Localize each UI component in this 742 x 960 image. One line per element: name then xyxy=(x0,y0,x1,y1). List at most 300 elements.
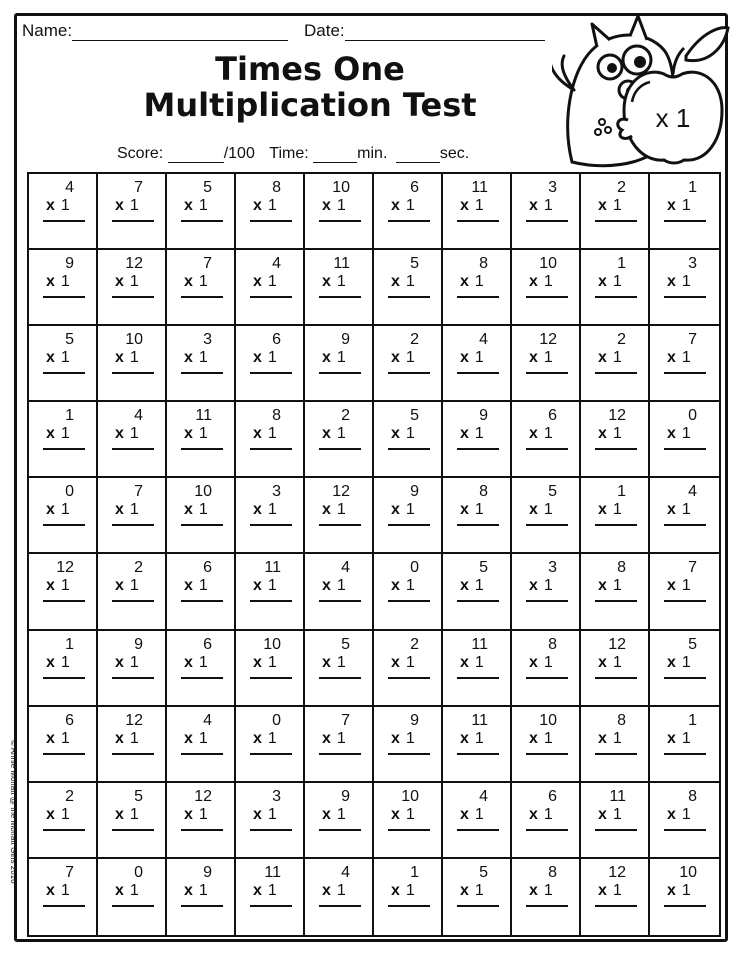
problem-cell[interactable] xyxy=(512,250,581,326)
problem-cell[interactable] xyxy=(374,174,443,250)
multiplier-number: 1 xyxy=(60,349,70,367)
answer-line[interactable] xyxy=(319,296,361,298)
problem-cell[interactable] xyxy=(305,174,374,250)
problem-cell[interactable] xyxy=(650,859,719,935)
multiplier-number: 1 xyxy=(612,273,622,291)
answer-line[interactable] xyxy=(388,829,430,831)
problem-cell[interactable] xyxy=(29,402,98,478)
multiplier-number: 1 xyxy=(198,197,208,214)
answer-line[interactable] xyxy=(181,448,223,450)
answer-line[interactable] xyxy=(112,677,154,679)
answer-line[interactable] xyxy=(526,372,568,374)
problem-top-number: 0 xyxy=(688,407,697,425)
problem-cell[interactable] xyxy=(98,783,167,859)
date-field[interactable] xyxy=(304,21,545,41)
problem-multiplier-row xyxy=(598,806,622,824)
answer-line[interactable] xyxy=(43,905,85,907)
problem-cell[interactable] xyxy=(98,402,167,478)
problem-cell[interactable] xyxy=(305,707,374,783)
answer-line[interactable] xyxy=(457,524,499,526)
answer-line[interactable] xyxy=(112,296,154,298)
answer-line[interactable] xyxy=(457,829,499,831)
answer-line[interactable] xyxy=(664,753,706,755)
answer-line[interactable] xyxy=(112,829,154,831)
problem-multiplier-row xyxy=(391,425,415,443)
problem-cell[interactable] xyxy=(98,859,167,935)
answer-line[interactable] xyxy=(457,372,499,374)
problem-cell[interactable] xyxy=(236,783,305,859)
multiplier-number: 1 xyxy=(405,501,415,519)
problem-cell[interactable] xyxy=(236,554,305,630)
problem-cell[interactable] xyxy=(305,859,374,935)
answer-line[interactable] xyxy=(388,296,430,298)
problem-cell[interactable] xyxy=(305,554,374,630)
answer-line[interactable] xyxy=(112,524,154,526)
multiply-symbol: x xyxy=(253,425,262,443)
multiply-symbol: x xyxy=(322,881,331,899)
problem-cell[interactable] xyxy=(167,326,236,402)
answer-line[interactable] xyxy=(664,905,706,907)
problem-cell[interactable] xyxy=(650,174,719,250)
answer-line[interactable] xyxy=(457,220,499,222)
date-line[interactable] xyxy=(345,22,545,41)
problem-cell[interactable] xyxy=(167,631,236,707)
multiplier-number: 1 xyxy=(267,881,277,899)
answer-line[interactable] xyxy=(457,905,499,907)
problem-multiplier-row xyxy=(598,501,622,519)
answer-line[interactable] xyxy=(319,220,361,222)
multiplier-number: 1 xyxy=(60,577,70,595)
problem-multiplier-row xyxy=(667,197,691,215)
problem-cell[interactable] xyxy=(443,402,512,478)
answer-line[interactable] xyxy=(664,600,706,602)
problem-cell[interactable] xyxy=(374,783,443,859)
problem-multiplier-row xyxy=(46,273,70,291)
problem-cell[interactable] xyxy=(167,707,236,783)
answer-line[interactable] xyxy=(526,829,568,831)
answer-line[interactable] xyxy=(112,753,154,755)
problem-cell[interactable] xyxy=(374,402,443,478)
problem-cell[interactable] xyxy=(167,402,236,478)
problem-multiplier-row xyxy=(391,197,415,215)
answer-line[interactable] xyxy=(526,677,568,679)
problem-cell[interactable] xyxy=(650,478,719,554)
problem-multiplier-row xyxy=(460,882,484,900)
problem-cell[interactable] xyxy=(29,707,98,783)
problem-cell[interactable] xyxy=(305,402,374,478)
answer-line[interactable] xyxy=(319,677,361,679)
multiplier-number: 1 xyxy=(336,349,346,367)
problem-cell[interactable] xyxy=(236,326,305,402)
problem-multiplier-row xyxy=(46,197,70,215)
problem-cell[interactable] xyxy=(29,326,98,402)
multiplier-number: 1 xyxy=(198,501,208,519)
answer-line[interactable] xyxy=(664,220,706,222)
problem-multiplier-row xyxy=(322,273,346,291)
problem-cell[interactable] xyxy=(29,174,98,250)
answer-line[interactable] xyxy=(250,448,292,450)
problem-multiplier-row xyxy=(667,349,691,367)
multiplier-number: 1 xyxy=(543,805,553,823)
problem-top-number: 4 xyxy=(479,787,488,805)
problem-cell[interactable] xyxy=(512,631,581,707)
multiplier-number: 1 xyxy=(612,425,622,443)
answer-line[interactable] xyxy=(664,829,706,831)
multiplier-number: 1 xyxy=(543,653,553,671)
problem-cell[interactable] xyxy=(305,326,374,402)
problem-cell[interactable] xyxy=(443,174,512,250)
multiply-symbol: x xyxy=(460,729,469,747)
problem-cell[interactable] xyxy=(650,707,719,783)
problem-top-number: 3 xyxy=(548,179,557,196)
multiply-symbol: x xyxy=(115,653,124,671)
problem-top-number: 10 xyxy=(332,179,350,196)
answer-line[interactable] xyxy=(457,448,499,450)
problem-multiplier-row xyxy=(529,425,553,443)
multiply-symbol: x xyxy=(322,577,331,595)
problem-multiplier-row xyxy=(529,273,553,291)
answer-line[interactable] xyxy=(319,524,361,526)
answer-line[interactable] xyxy=(43,372,85,374)
problem-cell[interactable] xyxy=(650,250,719,326)
answer-line[interactable] xyxy=(181,753,223,755)
answer-line[interactable] xyxy=(457,677,499,679)
problem-cell[interactable] xyxy=(305,478,374,554)
answer-line[interactable] xyxy=(250,677,292,679)
problem-cell[interactable] xyxy=(512,859,581,935)
answer-line[interactable] xyxy=(388,524,430,526)
problem-cell[interactable] xyxy=(443,631,512,707)
answer-line[interactable] xyxy=(43,753,85,755)
problem-cell[interactable] xyxy=(305,783,374,859)
problem-cell[interactable] xyxy=(650,631,719,707)
problem-top-number: 7 xyxy=(65,863,74,881)
answer-line[interactable] xyxy=(319,448,361,450)
answer-line[interactable] xyxy=(181,677,223,679)
answer-line[interactable] xyxy=(250,220,292,222)
answer-line[interactable] xyxy=(250,524,292,526)
problem-cell[interactable] xyxy=(443,859,512,935)
answer-line[interactable] xyxy=(595,829,637,831)
sec-blank[interactable] xyxy=(396,148,440,163)
answer-line[interactable] xyxy=(181,829,223,831)
problem-top-number: 11 xyxy=(264,863,281,881)
answer-line[interactable] xyxy=(664,677,706,679)
multiply-symbol: x xyxy=(598,805,607,823)
problem-cell[interactable] xyxy=(374,859,443,935)
problem-cell[interactable] xyxy=(650,783,719,859)
answer-line[interactable] xyxy=(526,524,568,526)
problem-multiplier-row xyxy=(529,197,553,215)
problem-cell[interactable] xyxy=(581,478,650,554)
problem-cell[interactable] xyxy=(374,478,443,554)
problem-cell[interactable] xyxy=(236,707,305,783)
multiply-symbol: x xyxy=(529,349,538,367)
problem-cell[interactable] xyxy=(305,250,374,326)
score-blank[interactable] xyxy=(168,148,224,163)
answer-line[interactable] xyxy=(43,829,85,831)
answer-line[interactable] xyxy=(319,372,361,374)
problem-cell[interactable] xyxy=(236,859,305,935)
multiplier-number: 1 xyxy=(681,425,691,443)
problem-cell[interactable] xyxy=(374,554,443,630)
answer-line[interactable] xyxy=(181,600,223,602)
problem-cell[interactable] xyxy=(98,631,167,707)
problem-cell[interactable] xyxy=(512,326,581,402)
problem-cell[interactable] xyxy=(581,250,650,326)
multiplier-number: 1 xyxy=(267,349,277,367)
answer-line[interactable] xyxy=(181,905,223,907)
answer-line[interactable] xyxy=(250,829,292,831)
problem-cell[interactable] xyxy=(236,174,305,250)
multiply-symbol: x xyxy=(391,653,400,671)
problem-cell[interactable] xyxy=(650,554,719,630)
answer-line[interactable] xyxy=(664,296,706,298)
problem-top-number: 6 xyxy=(548,407,557,425)
problem-cell[interactable] xyxy=(29,478,98,554)
answer-line[interactable] xyxy=(319,600,361,602)
problem-cell[interactable] xyxy=(29,250,98,326)
problem-top-number: 3 xyxy=(688,255,697,273)
answer-line[interactable] xyxy=(526,600,568,602)
problem-multiplier-row xyxy=(46,806,70,824)
problem-multiplier-row xyxy=(115,730,139,748)
problem-cell[interactable] xyxy=(167,478,236,554)
name-field[interactable] xyxy=(22,21,288,41)
answer-line[interactable] xyxy=(43,524,85,526)
answer-line[interactable] xyxy=(595,372,637,374)
answer-line[interactable] xyxy=(112,220,154,222)
multiply-symbol: x xyxy=(529,577,538,595)
problem-top-number: 2 xyxy=(410,635,419,653)
multiplier-number: 1 xyxy=(681,805,691,823)
problem-cell[interactable] xyxy=(581,859,650,935)
multiply-symbol: x xyxy=(529,729,538,747)
problem-cell[interactable] xyxy=(29,783,98,859)
answer-line[interactable] xyxy=(250,753,292,755)
problem-multiplier-row xyxy=(46,501,70,519)
problem-top-number: 6 xyxy=(272,331,281,349)
multiply-symbol: x xyxy=(253,805,262,823)
problem-cell[interactable] xyxy=(236,631,305,707)
min-blank[interactable] xyxy=(313,148,357,163)
answer-line[interactable] xyxy=(388,677,430,679)
problem-multiplier-row xyxy=(322,654,346,672)
problem-cell[interactable] xyxy=(98,174,167,250)
multiplier-number: 1 xyxy=(474,577,484,595)
answer-line[interactable] xyxy=(595,448,637,450)
multiply-symbol: x xyxy=(598,273,607,291)
multiply-symbol: x xyxy=(667,349,676,367)
answer-line[interactable] xyxy=(526,448,568,450)
problem-cell[interactable] xyxy=(374,326,443,402)
answer-line[interactable] xyxy=(595,753,637,755)
answer-line[interactable] xyxy=(595,220,637,222)
answer-line[interactable] xyxy=(388,600,430,602)
problem-top-number: 10 xyxy=(539,711,557,729)
problem-cell[interactable] xyxy=(512,554,581,630)
problem-cell[interactable] xyxy=(443,250,512,326)
multiplier-number: 1 xyxy=(198,273,208,291)
answer-line[interactable] xyxy=(664,372,706,374)
answer-line[interactable] xyxy=(595,524,637,526)
problem-cell[interactable] xyxy=(167,554,236,630)
multiply-symbol: x xyxy=(460,577,469,595)
problem-cell[interactable] xyxy=(98,554,167,630)
answer-line[interactable] xyxy=(526,905,568,907)
answer-line[interactable] xyxy=(526,296,568,298)
multiply-symbol: x xyxy=(598,653,607,671)
multiplier-number: 1 xyxy=(267,805,277,823)
answer-line[interactable] xyxy=(112,372,154,374)
problem-multiplier-row xyxy=(322,425,346,443)
problem-top-number: 7 xyxy=(134,179,143,196)
problem-cell[interactable] xyxy=(305,631,374,707)
answer-line[interactable] xyxy=(319,905,361,907)
answer-line[interactable] xyxy=(595,600,637,602)
problem-cell[interactable] xyxy=(98,326,167,402)
problem-cell[interactable] xyxy=(512,478,581,554)
problem-cell[interactable] xyxy=(581,631,650,707)
multiply-symbol: x xyxy=(598,349,607,367)
answer-line[interactable] xyxy=(250,372,292,374)
problem-top-number: 8 xyxy=(548,863,557,881)
answer-line[interactable] xyxy=(250,296,292,298)
answer-line[interactable] xyxy=(457,753,499,755)
answer-line[interactable] xyxy=(595,296,637,298)
problem-cell[interactable] xyxy=(236,402,305,478)
problem-cell[interactable] xyxy=(581,174,650,250)
problem-cell[interactable] xyxy=(512,707,581,783)
problem-multiplier-row xyxy=(391,273,415,291)
problem-cell[interactable] xyxy=(167,783,236,859)
answer-line[interactable] xyxy=(526,220,568,222)
problem-multiplier-row xyxy=(598,730,622,748)
problem-cell[interactable] xyxy=(581,326,650,402)
problem-multiplier-row xyxy=(667,806,691,824)
answer-line[interactable] xyxy=(43,296,85,298)
answer-line[interactable] xyxy=(319,753,361,755)
problem-cell[interactable] xyxy=(443,707,512,783)
answer-line[interactable] xyxy=(43,677,85,679)
problem-cell[interactable] xyxy=(443,554,512,630)
answer-line[interactable] xyxy=(250,905,292,907)
problem-top-number: 1 xyxy=(688,179,697,196)
problem-cell[interactable] xyxy=(29,631,98,707)
answer-line[interactable] xyxy=(250,600,292,602)
answer-line[interactable] xyxy=(526,753,568,755)
multiplier-number: 1 xyxy=(129,805,139,823)
problem-multiplier-row xyxy=(253,806,277,824)
problem-cell[interactable] xyxy=(650,402,719,478)
problem-cell[interactable] xyxy=(98,478,167,554)
problem-top-number: 1 xyxy=(410,863,419,881)
problem-top-number: 7 xyxy=(134,483,143,501)
problem-cell[interactable] xyxy=(443,326,512,402)
problem-cell[interactable] xyxy=(29,859,98,935)
problem-cell[interactable] xyxy=(581,783,650,859)
name-label: Name: xyxy=(22,21,73,40)
problem-cell[interactable] xyxy=(29,554,98,630)
problem-cell[interactable] xyxy=(374,707,443,783)
problem-cell[interactable] xyxy=(581,402,650,478)
answer-line[interactable] xyxy=(181,524,223,526)
problem-cell[interactable] xyxy=(374,250,443,326)
answer-line[interactable] xyxy=(181,372,223,374)
multiply-symbol: x xyxy=(667,653,676,671)
answer-line[interactable] xyxy=(595,905,637,907)
problem-top-number: 5 xyxy=(548,483,557,501)
multiplier-number: 1 xyxy=(60,501,70,519)
multiply-symbol: x xyxy=(322,501,331,519)
answer-line[interactable] xyxy=(388,220,430,222)
answer-line[interactable] xyxy=(388,905,430,907)
multiplier-number: 1 xyxy=(474,349,484,367)
answer-line[interactable] xyxy=(388,753,430,755)
problem-top-number: 9 xyxy=(410,711,419,729)
answer-line[interactable] xyxy=(112,905,154,907)
problem-multiplier-row xyxy=(115,806,139,824)
problem-cell[interactable] xyxy=(374,631,443,707)
problem-cell[interactable] xyxy=(512,174,581,250)
answer-line[interactable] xyxy=(112,600,154,602)
problem-cell[interactable] xyxy=(581,554,650,630)
multiply-symbol: x xyxy=(184,197,193,214)
answer-line[interactable] xyxy=(319,829,361,831)
multiplier-number: 1 xyxy=(681,349,691,367)
problem-cell[interactable] xyxy=(98,707,167,783)
multiplier-number: 1 xyxy=(543,577,553,595)
multiplier-number: 1 xyxy=(336,273,346,291)
problem-top-number: 4 xyxy=(341,559,350,577)
problem-multiplier-row xyxy=(253,425,277,443)
problem-cell[interactable] xyxy=(167,859,236,935)
answer-line[interactable] xyxy=(457,296,499,298)
problem-top-number: 5 xyxy=(410,407,419,425)
answer-line[interactable] xyxy=(181,296,223,298)
answer-line[interactable] xyxy=(664,524,706,526)
name-line[interactable] xyxy=(72,22,288,41)
answer-line[interactable] xyxy=(181,220,223,222)
problem-cell[interactable] xyxy=(443,783,512,859)
problem-cell[interactable] xyxy=(650,326,719,402)
multiplier-number: 1 xyxy=(612,501,622,519)
problem-top-number: 4 xyxy=(134,407,143,425)
answer-line[interactable] xyxy=(664,448,706,450)
answer-line[interactable] xyxy=(595,677,637,679)
problem-cell[interactable] xyxy=(98,250,167,326)
problem-cell[interactable] xyxy=(581,707,650,783)
answer-line[interactable] xyxy=(43,220,85,222)
answer-line[interactable] xyxy=(388,372,430,374)
problem-cell[interactable] xyxy=(236,250,305,326)
multiply-symbol: x xyxy=(391,425,400,443)
problem-cell[interactable] xyxy=(512,402,581,478)
multiply-symbol: x xyxy=(598,197,607,214)
problem-cell[interactable] xyxy=(167,174,236,250)
answer-line[interactable] xyxy=(112,448,154,450)
multiply-symbol: x xyxy=(667,881,676,899)
problem-cell[interactable] xyxy=(443,478,512,554)
multiply-symbol: x xyxy=(391,501,400,519)
answer-line[interactable] xyxy=(43,448,85,450)
answer-line[interactable] xyxy=(388,448,430,450)
problem-cell[interactable] xyxy=(236,478,305,554)
answer-line[interactable] xyxy=(457,600,499,602)
problem-cell[interactable] xyxy=(167,250,236,326)
problem-cell[interactable] xyxy=(512,783,581,859)
answer-line[interactable] xyxy=(43,600,85,602)
